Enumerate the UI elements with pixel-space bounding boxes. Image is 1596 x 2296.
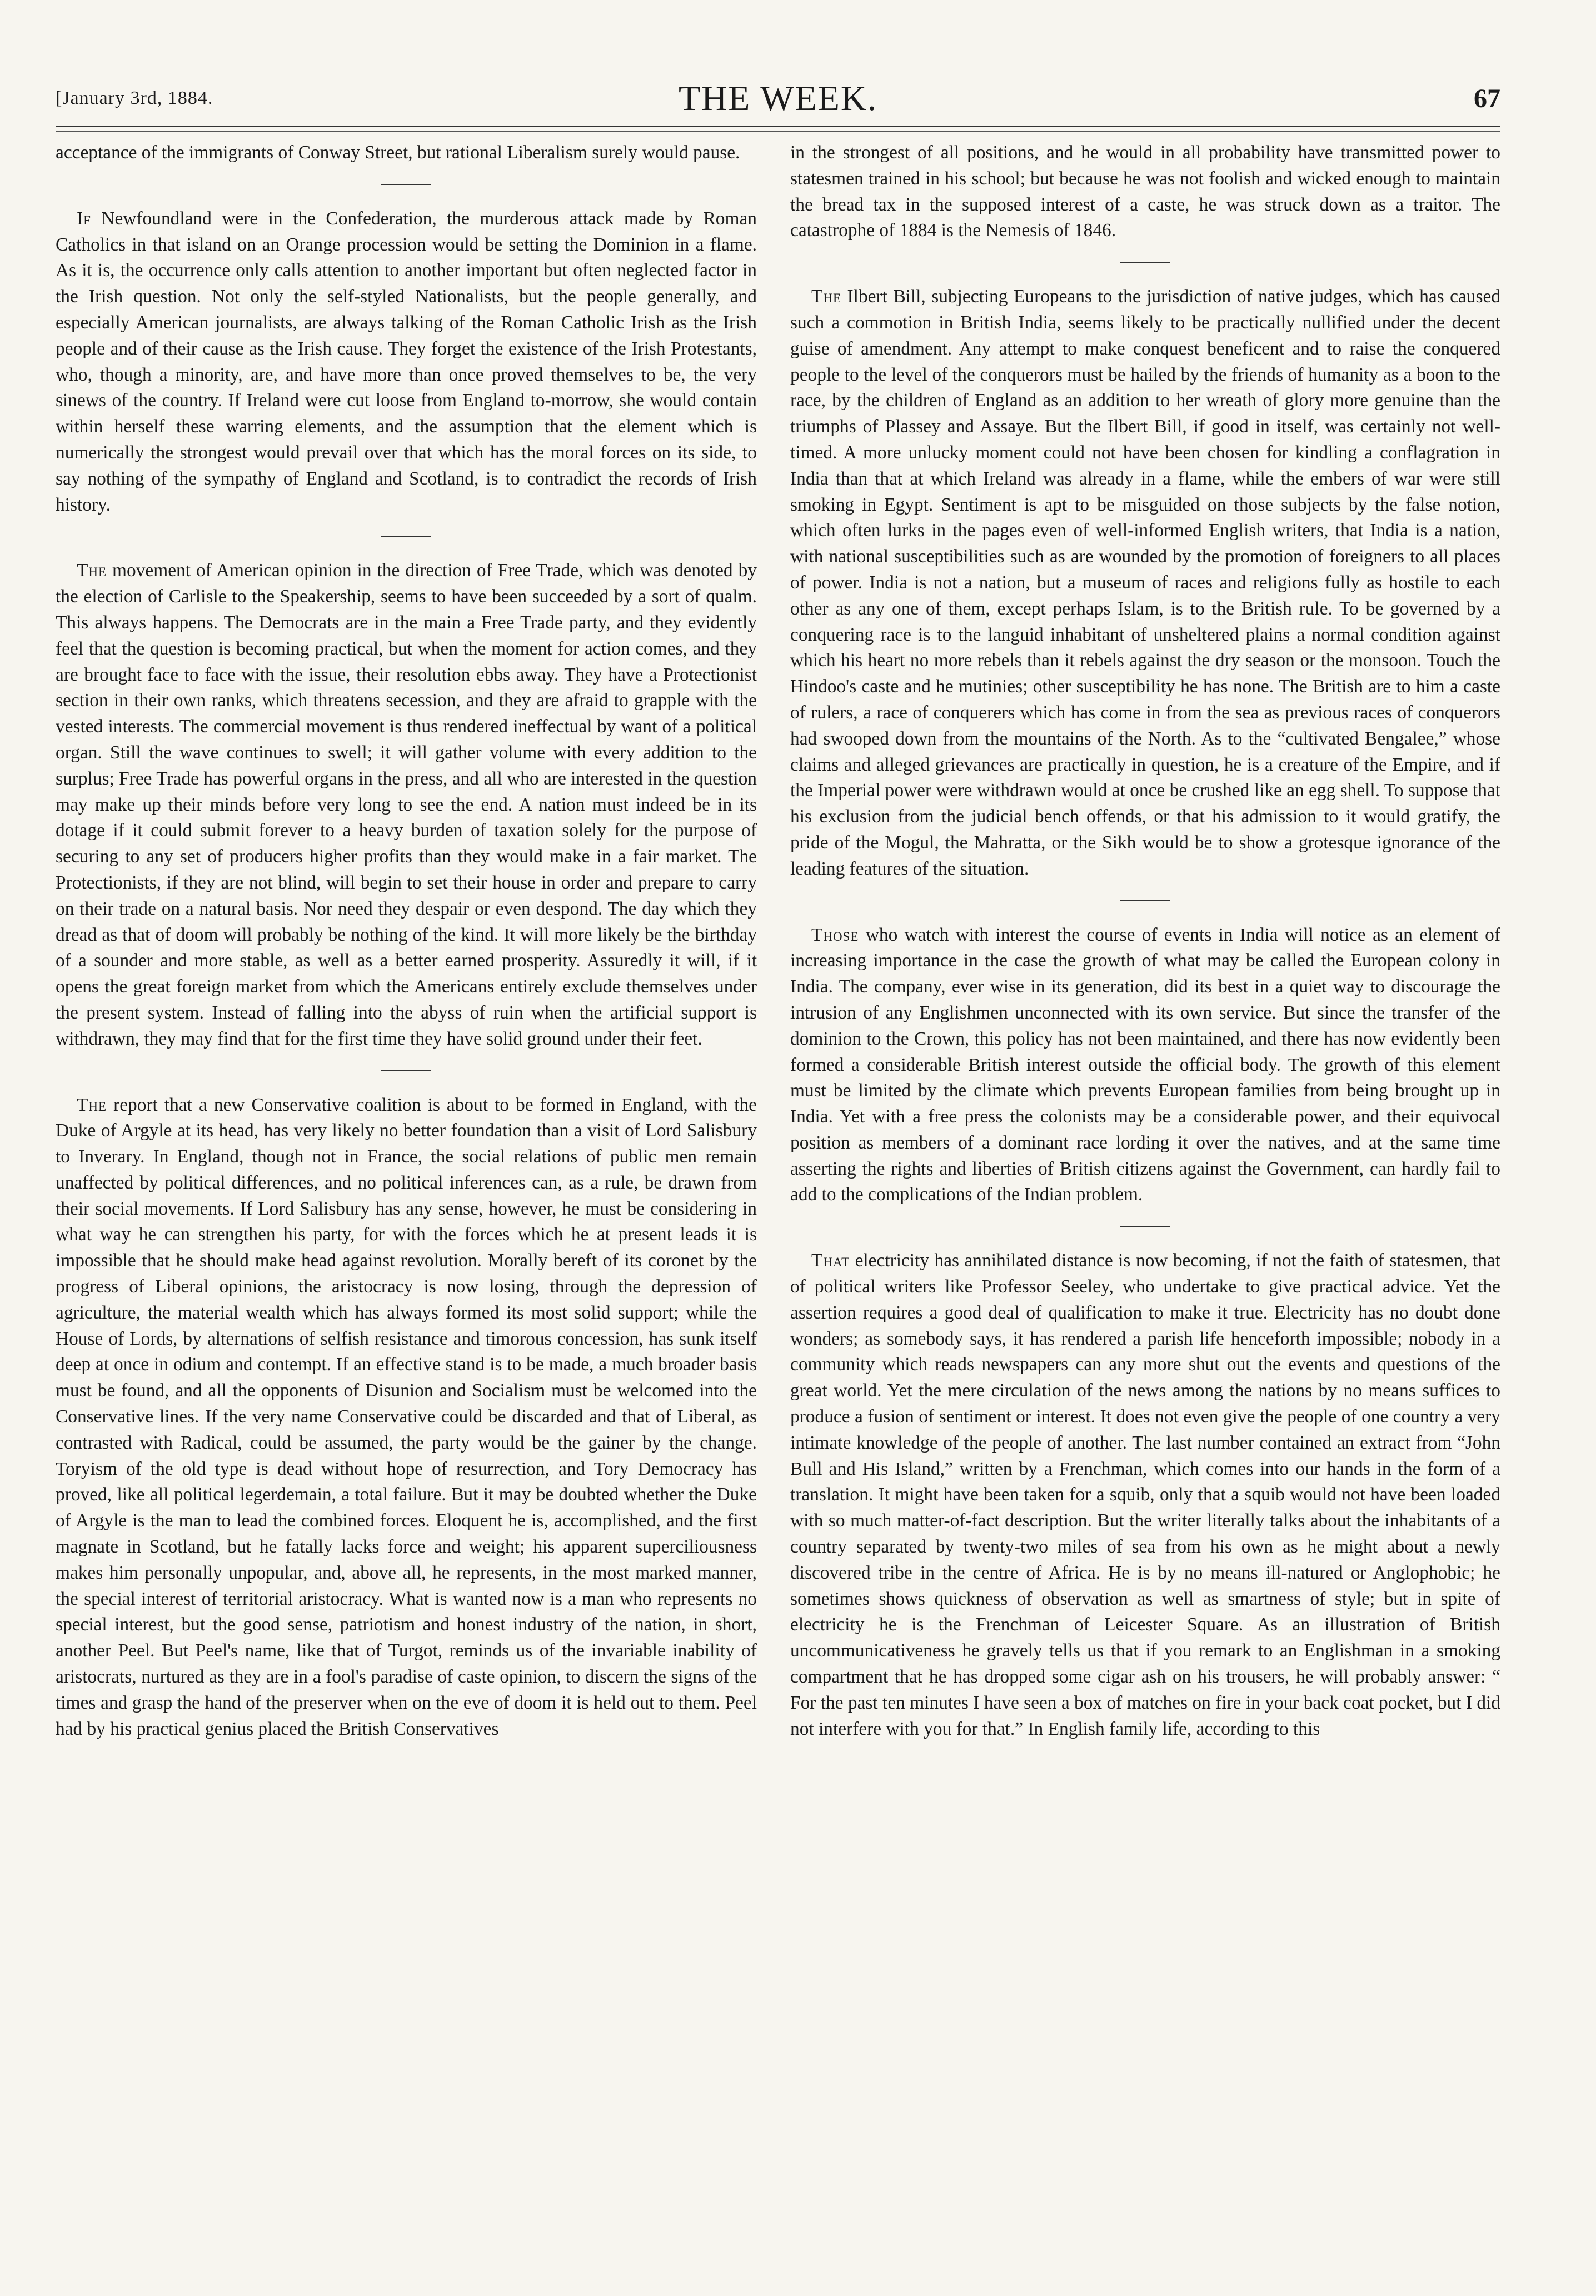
paragraph bbox=[56, 1092, 757, 1743]
paragraph-text: acceptance of the immigrants of Conway Street, but rational Liberalism surely would pause. bbox=[56, 142, 740, 163]
paragraph-text: in the strongest of all positions, and he would in all probability have transmitted power to statesmen trained in his school; but because he was not foolish and wicked enough to maintain the bread tax in the supposed interest of a caste, he was struck down as a traitor. The catastrophe of 1884 is the Nemesis of 1846. bbox=[790, 142, 1500, 241]
section-divider bbox=[1120, 262, 1170, 263]
section-divider bbox=[1120, 1226, 1170, 1227]
paragraph bbox=[56, 206, 757, 518]
section-divider bbox=[1120, 900, 1170, 901]
section-divider bbox=[381, 184, 431, 185]
paragraph bbox=[56, 558, 757, 1052]
page-number: 67 bbox=[1474, 84, 1500, 113]
issue-date: [January 3rd, 1884. bbox=[56, 88, 213, 108]
right-column bbox=[790, 140, 1500, 2252]
lead-word: Those bbox=[811, 924, 859, 945]
paragraph-text: Newfoundland were in the Confederation, the murderous attack made by Roman Catholics in that island on an Orange procession would be setting the Dominion in a flame. As it is, the occurrence only calls attention to another important but often neglected factor in the Irish question. Not only the self-styled Nationalists, but the people generally, and especially American journalists, are always talking of the Roman Catholic Irish as the Irish people and of their cause as the Irish cause. They forget the existence of the Irish Protestants, who, though a minority, are, and have more than once proved themselves to be, the very sinews of the country. If Ireland were cut loose from England to-morrow, she would contain within herself these warring elements, and the assumption that the element which is numerically the strongest would prevail over that which has the moral forces on its side, to say nothing of the sympathy of England and Scotland, is to contradict the records of Irish history. bbox=[56, 208, 757, 515]
paragraph-text: electricity has annihilated distance is now becoming, if not the faith of statesmen, that of political writers like Professor Seeley, who undertake to give practical advice. Yet the assertion requires a good deal of qualification to make it true. Electricity has no doubt done wonders; as somebody says, it has rendered a parish life henceforth impossible; nobody in a community which reads newspapers can any more shut out the events and questions of the great world. Yet the mere circulation of the news among the nations by no means suffices to produce a fusion of sentiment or interest. It does not even give the people of one country a very intimate knowledge of the people of another. The last number contained an extract from “John Bull and His Island,” written by a Frenchman, which comes into our hands in the form of a translation. It might have been taken for a squib, only that a squib would not have been loaded with so much matter-of-fact description. But the writer literally talks about the inhabitants of a country separated by twenty-two miles of sea from his own as he might about a newly discovered tribe in the centre of Africa. He is by no means ill-natured or Anglophobic; he sometimes shows quickness of observation as well as smartness of style; but in spite of electricity he is the Frenchman of Leicester Square. As an illustration of British uncommunicativeness he gravely tells us that if you remark to an Englishman in a smoking compartment that he has dropped some cigar ash on his trousers, he will probably answer: “ For the past ten minutes I have seen a box of matches on fire in your back coat pocket, but I did not interfere with you for that.” In English family life, according to this bbox=[790, 1250, 1500, 1739]
lead-word: That bbox=[811, 1250, 850, 1271]
paragraph-text: who watch with interest the course of events in India will notice as an element of increasing importance in the case the growth of what may be called the European colony in India. The company, ever wise in its generation, did its best in a quiet way to discourage the intrusion of any Englishmen unconnected with its own service. But since the transfer of the dominion to the Crown, this policy has not been maintained, and there has now evidently been formed a considerable British interest outside the official body. The growth of this element must be limited by the climate which prevents European families from being brought up in India. Yet with a free press the colonists may be a considerable power, and their equivocal position as members of a dominant race lording it over the natives, and at the same time asserting the rights and liberties of British citizens against the Government, can hardly fail to add to the complications of the Indian problem. bbox=[790, 924, 1500, 1205]
paragraph bbox=[790, 140, 1500, 244]
header-rule-thin bbox=[56, 131, 1500, 132]
paragraph-text: report that a new Conservative coalition is about to be formed in England, with the Duke of Argyle at its head, has very likely no better foundation than a visit of Lord Salisbury to Inverary. In England, though not in France, the social relations of public men remain unaffected by political differences, and no political inferences can, as a rule, be drawn from their social movements. If Lord Salisbury has any sense, however, he must be considering in what way he can strengthen his party, for with the forces which he at present leads it is impossible that he should make head against revolution. Morally bereft of its coronet by the progress of Liberal opinions, the aristocracy is now losing, through the depression of agriculture, the material wealth which has always formed its most solid support; while the House of Lords, by alternations of selfish resistance and timorous concession, has sunk itself deep at once in odium and contempt. If an effective stand is to be made, a much broader basis must be found, and all the opponents of Disunion and Socialism must be welcomed into the Conservative lines. If the very name Conservative could be discarded and that of Liberal, as contrasted with Radical, could be assumed, the party would be the gainer by the change. Toryism of the old type is dead without hope of resurrection, and Tory Democracy has proved, like all political legerdemain, a total failure. But it may be doubted whether the Duke of Argyle is the man to lead the combined forces. Eloquent he is, accomplished, and the first magnate in Scotland, but he fatally lacks force and weight; his apparent superciliousness makes him personally unpopular, and, above all, he represents, in the most marked manner, the special interest of territorial aristocracy. What is wanted now is a man who represents no special interest, but the good sense, patriotism and honest industry of the nation, in short, another Peel. But Peel's name, like that of Turgot, reminds us of the invariable inability of aristocrats, nurtured as they are in a fool's paradise of caste opinion, to discern the signs of the times and grasp the hand of the preserver when on the eve of doom it is held out to them. Peel had by his practical genius placed the British Conservatives bbox=[56, 1094, 757, 1739]
paragraph bbox=[790, 1248, 1500, 1742]
section-divider bbox=[381, 536, 431, 537]
paragraph bbox=[56, 140, 757, 166]
paragraph bbox=[790, 922, 1500, 1209]
page-header bbox=[56, 78, 1500, 128]
lead-word: The bbox=[77, 1094, 107, 1115]
header-rule-thick bbox=[56, 126, 1500, 127]
lead-word: If bbox=[77, 208, 91, 229]
paragraph-text: Ilbert Bill, subjecting Europeans to the jurisdiction of native judges, which has caused such a commotion in British India, seems likely to be practically nullified under the decent guise of amendment. Any attempt to make conquest beneficent and to raise the conquered people to the level of the conquerors must be hailed by the friends of humanity as a boon to the race, by the children of England as an addition to her wreath of glory more genuine than the triumphs of Plassey and Assaye. But the Ilbert Bill, if good in itself, was certainly not well-timed. A more unlucky moment could not have been chosen for kindling a conflagration in India than that at which Ireland was already in a flame, while the embers of war were still smoking in Egypt. Sentiment is apt to be misguided on those subjects by the false notion, which often lurks in the pages even of well-informed English writers, that India is a nation, with national susceptibilities such as are wounded by the promotion of foreigners to all places of power. India is not a nation, but a museum of races and religions fully as hostile to each other as any one of them, except perhaps Islam, is to the British rule. To be governed by a conquering race is to the languid inhabitant of unsheltered plains a normal condition against which his heart no more rebels than it rebels against the dry season or the monsoon. Touch the Hindoo's caste and he mutinies; other susceptibility he has none. The British are to him a caste of rulers, a race of conquerers which has come in from the sea as previous races of conquerors had swooped down from the mountains of the North. As to the “cultivated Bengalee,” whose claims and alleged grievances are practically in question, he is a creature of the Empire, and if the Imperial power were withdrawn would at once be crushed like an egg shell. To suppose that his exclusion from the judicial bench offends, or that his admission to it would gratify, the pride of the Mogul, the Mahratta, or the Sikh would be to show a grotesque ignorance of the leading features of the situation. bbox=[790, 286, 1500, 879]
left-column bbox=[56, 140, 757, 2252]
paragraph-text: movement of American opinion in the direction of Free Trade, which was denoted by the election of Carlisle to the Speakership, seems to have been succeeded by a sort of qualm. This always happens. The Democrats are in the main a Free Trade party, and they evidently feel that the question is becoming practical, but when the moment for action comes, and they are brought face to face with the issue, their resolution ebbs away. They have a Protectionist section in their own ranks, which threatens secession, and they are afraid to grapple with the vested interests. The commercial movement is thus rendered ineffectual by want of a political organ. Still the wave continues to swell; it will gather volume with every addition to the surplus; Free Trade has powerful organs in the press, and all who are interested in the question may make up their minds before very long to see the end. A nation must indeed be in its dotage if it could submit forever to a heavy burden of taxation solely for the purpose of securing to any set of producers higher profits than they would make in a fair market. The Protectionists, if they are not blind, will begin to set their house in order and prepare to carry on their trade on a natural basis. Nor need they despair or even despond. The day which they dread as that of doom will probably be nothing of the kind. It will more likely be the birthday of a sounder and more stable, as well as a better earned prosperity. Assuredly it will, if it opens the great foreign market from which the Americans entirely exclude themselves under the present system. Instead of falling into the abyss of ruin when the artificial support is withdrawn, they may find that for the first time they have solid ground under their feet. bbox=[56, 560, 757, 1049]
lead-word: The bbox=[77, 560, 107, 581]
section-divider bbox=[381, 1070, 431, 1071]
masthead-title: THE WEEK. bbox=[678, 78, 878, 118]
lead-word: The bbox=[811, 286, 842, 307]
paragraph bbox=[790, 284, 1500, 882]
